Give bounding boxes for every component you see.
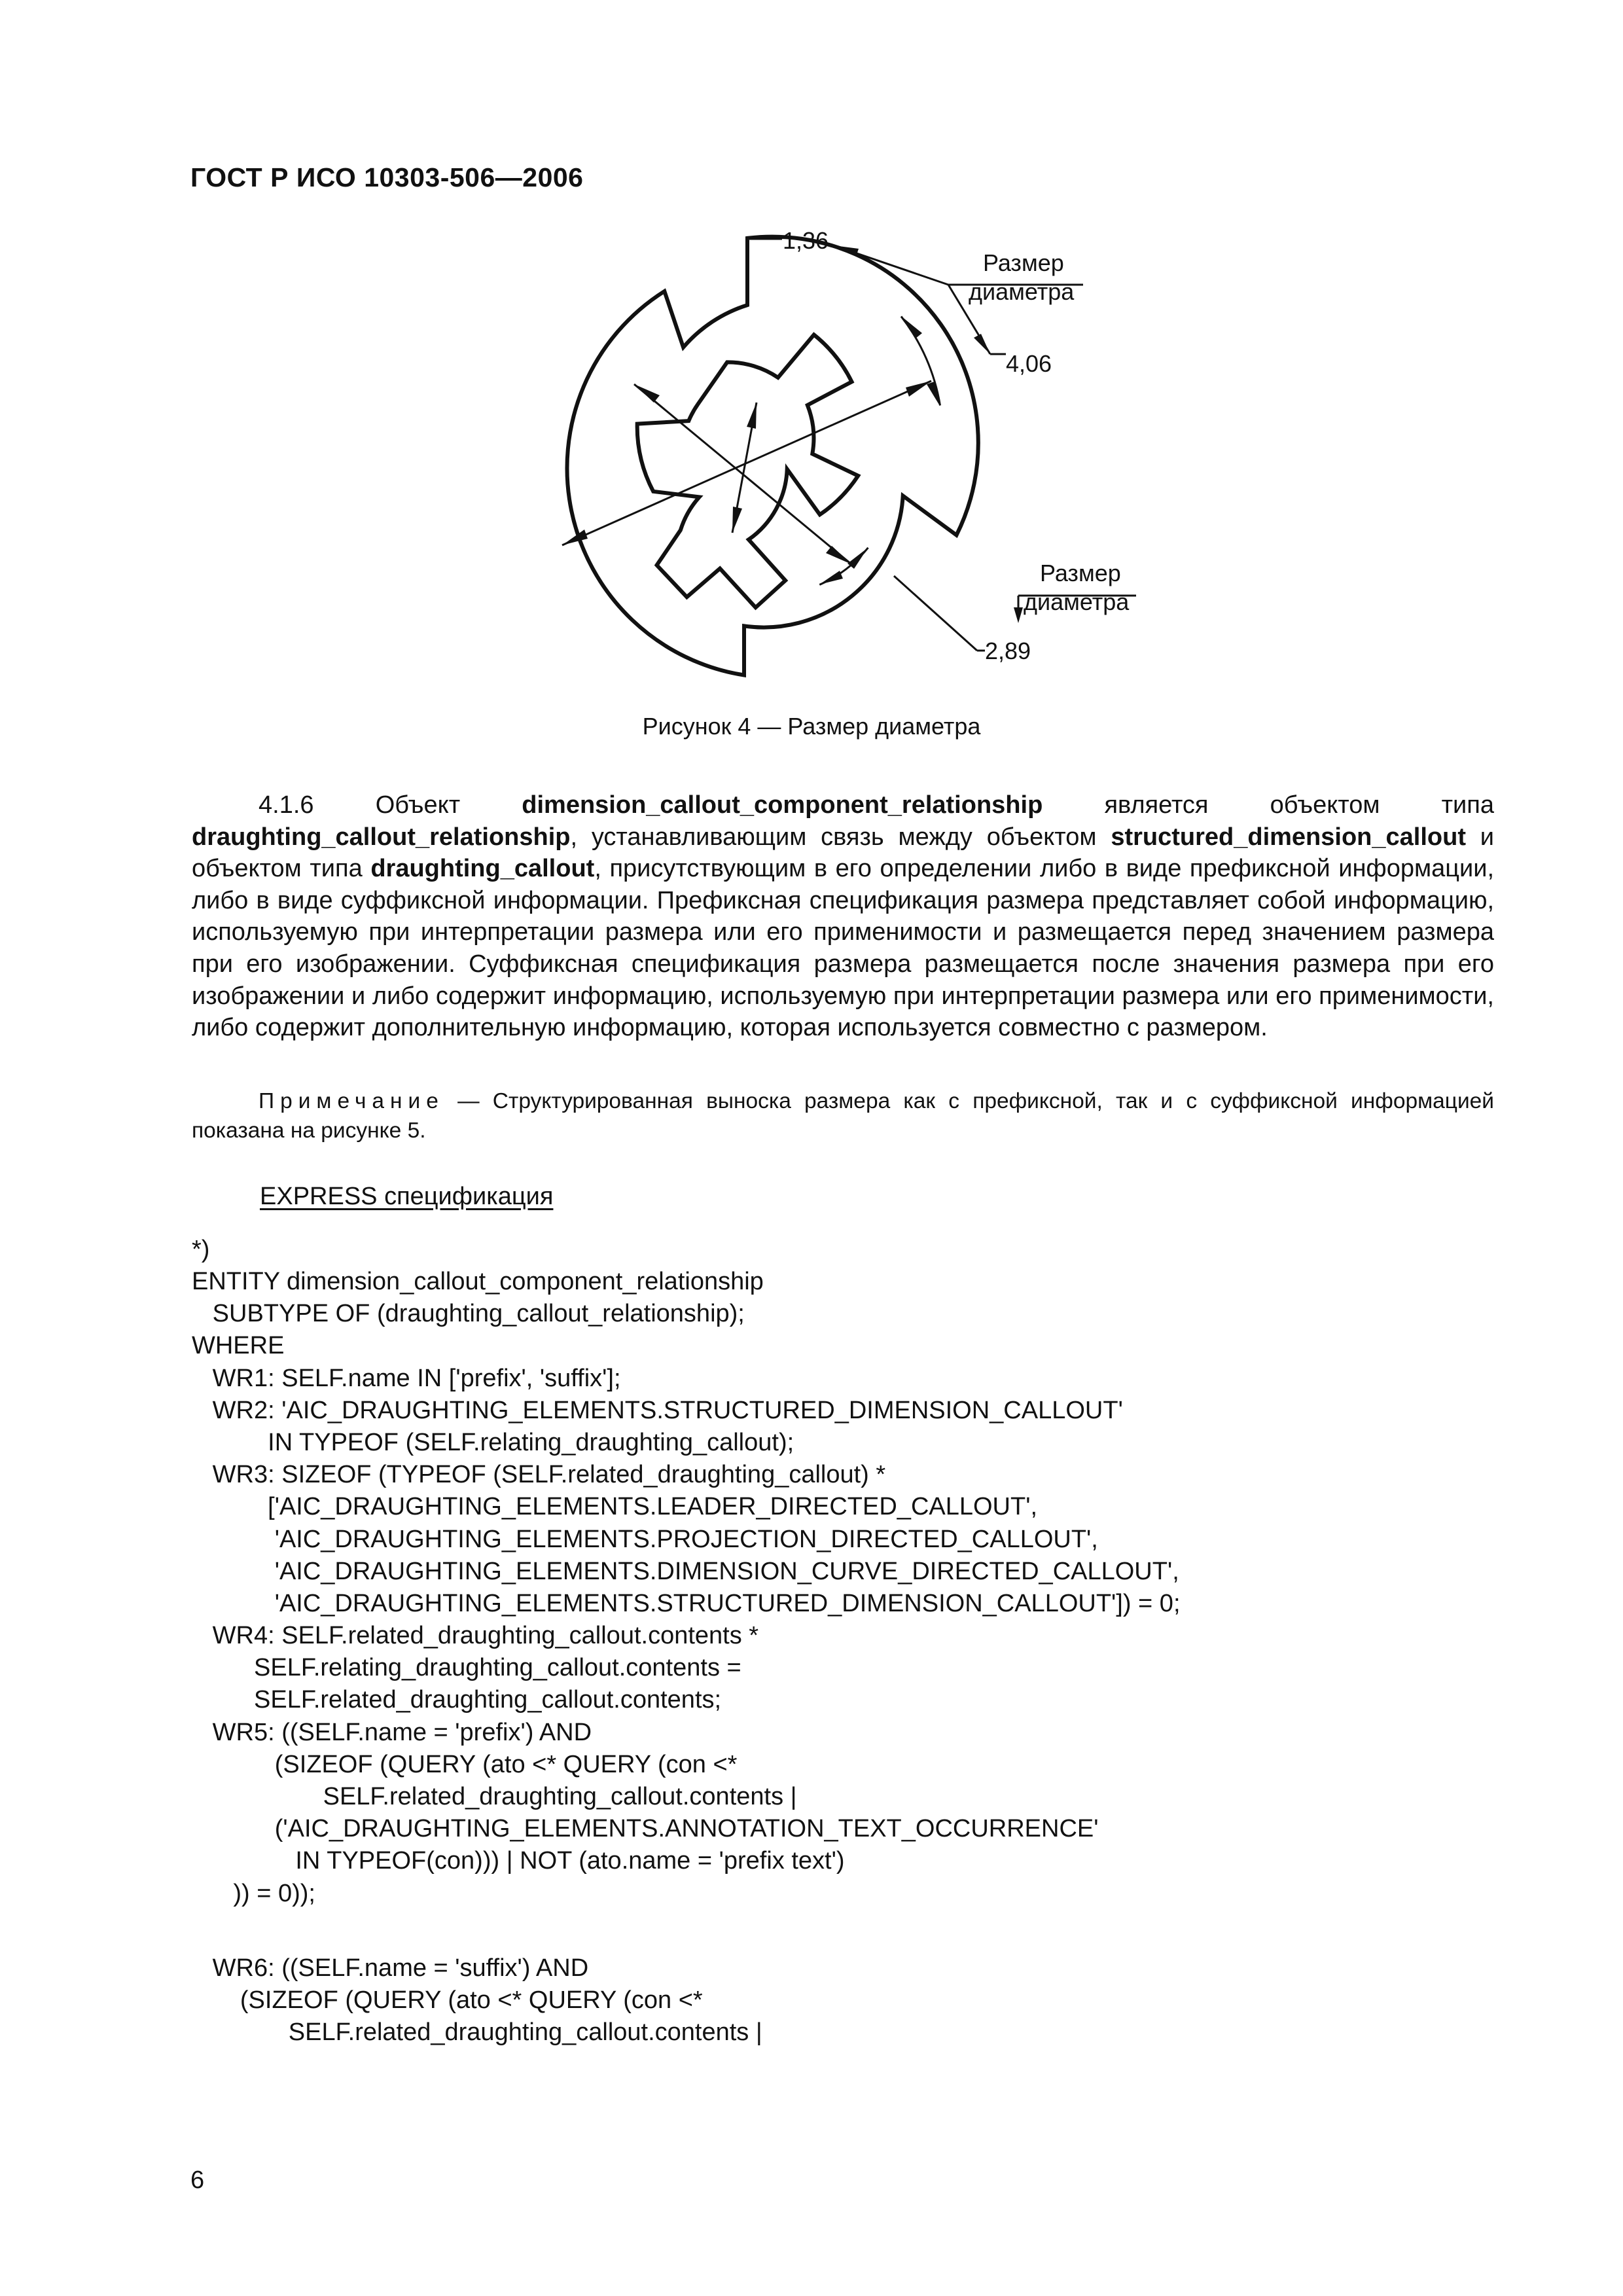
code-line: 'AIC_DRAUGHTING_ELEMENTS.DIMENSION_CURVE_DIRECTED_CALLOUT', bbox=[192, 1558, 1179, 1585]
para-text: , устанавливающим связь между объектом bbox=[570, 823, 1111, 851]
figure-caption: Рисунок 4 — Размер диаметра bbox=[642, 713, 981, 740]
entity-name: draughting_callout_relationship bbox=[192, 823, 571, 851]
note-label: Примечание bbox=[259, 1089, 444, 1113]
code-line: SELF.related_draughting_callout.contents; bbox=[192, 1686, 722, 1713]
note bbox=[192, 1086, 1494, 1145]
inner-profile bbox=[637, 334, 859, 607]
page-number: 6 bbox=[190, 2166, 205, 2194]
outer-profile bbox=[567, 237, 978, 675]
dim-label-bottom: 2,89 bbox=[985, 637, 1031, 664]
note1-line2: диаметра bbox=[969, 278, 1075, 305]
code-line: WHERE bbox=[192, 1332, 285, 1359]
code-line: *) bbox=[192, 1236, 210, 1263]
entity-name: structured_dimension_callout bbox=[1111, 823, 1466, 851]
code-line: WR3: SIZEOF (TYPEOF (SELF.related_draughting_callout) * bbox=[192, 1461, 886, 1488]
code-line: (SIZEOF (QUERY (ato <* QUERY (con <* bbox=[192, 1986, 703, 2014]
entity-name: dimension_callout_component_relationship bbox=[522, 791, 1043, 819]
code-line: ('AIC_DRAUGHTING_ELEMENTS.ANNOTATION_TEXT_OCCURRENCE' bbox=[192, 1815, 1099, 1842]
note2-line1: Размер bbox=[1040, 560, 1121, 586]
code-line: SELF.related_draughting_callout.contents | bbox=[192, 2018, 762, 2046]
note-text: — Структурированная выноска размера как с префиксной, так и с суффиксной информацией показана на рисунке 5. bbox=[192, 1089, 1494, 1143]
document-header: ГОСТ Р ИСО 10303-506—2006 bbox=[190, 162, 584, 192]
code-line: WR5: ((SELF.name = 'prefix') AND bbox=[192, 1719, 592, 1746]
diameter-line-1 bbox=[562, 381, 931, 545]
code-line: IN TYPEOF (SELF.relating_draughting_callout); bbox=[192, 1429, 794, 1456]
leader-bottom bbox=[894, 576, 977, 651]
code-line: WR6: ((SELF.name = 'suffix') AND bbox=[192, 1954, 589, 1982]
dim-label-mid: 4,06 bbox=[1006, 350, 1052, 377]
note1-line1: Размер bbox=[983, 249, 1064, 276]
express-title: EXPRESS спецификация bbox=[260, 1183, 554, 1210]
code-line: 'AIC_DRAUGHTING_ELEMENTS.STRUCTURED_DIMENSION_CALLOUT']) = 0; bbox=[192, 1590, 1181, 1617]
code-line: )) = 0)); bbox=[192, 1880, 315, 1907]
code-line: ['AIC_DRAUGHTING_ELEMENTS.LEADER_DIRECTED_CALLOUT', bbox=[192, 1493, 1038, 1520]
code-line: WR2: 'AIC_DRAUGHTING_ELEMENTS.STRUCTURED_DIMENSION_CALLOUT' bbox=[192, 1397, 1123, 1424]
code-line: (SIZEOF (QUERY (ato <* QUERY (con <* bbox=[192, 1751, 738, 1778]
para-text: является объектом типа bbox=[1043, 791, 1494, 819]
code-line: WR1: SELF.name IN ['prefix', 'suffix']; bbox=[192, 1365, 621, 1392]
para-text: , присутствующим в его определении либо в виде префиксной информации, либо в виде суффиксной информации. Префиксная спецификация размера представляет собой информацию, используемую при интерпретации размера или его применимости и размещается перед значением размера при его изображении. Суффиксная спецификация размера размещается после значения размера при его изображении и либо содержит информацию, используемую при интерпретации размера или его применимости, либо содержит дополнительную информацию, которая используется совместно с размером. bbox=[192, 855, 1495, 1042]
diameter-figure bbox=[0, 0, 1623, 753]
code-line: WR4: SELF.related_draughting_callout.contents * bbox=[192, 1622, 759, 1649]
para-text: Объект bbox=[313, 791, 522, 819]
para-text: и объектом типа bbox=[192, 823, 1494, 883]
dim-label-top: 1,36 bbox=[783, 227, 829, 254]
entity-name: draughting_callout bbox=[370, 855, 595, 883]
code-line: IN TYPEOF(con))) | NOT (ato.name = 'prefix text') bbox=[192, 1847, 845, 1874]
section-paragraph bbox=[192, 789, 1494, 1044]
code-line: 'AIC_DRAUGHTING_ELEMENTS.PROJECTION_DIRECTED_CALLOUT', bbox=[192, 1526, 1098, 1553]
section-number: 4.1.6 bbox=[259, 791, 314, 819]
code-line: SELF.relating_draughting_callout.contents = bbox=[192, 1654, 741, 1681]
note2-line2: диаметра bbox=[1024, 588, 1130, 615]
code-line: SELF.related_draughting_callout.contents | bbox=[192, 1783, 797, 1810]
code-line: ENTITY dimension_callout_component_relationship bbox=[192, 1268, 764, 1295]
code-line: SUBTYPE OF (draughting_callout_relationship); bbox=[192, 1300, 745, 1327]
